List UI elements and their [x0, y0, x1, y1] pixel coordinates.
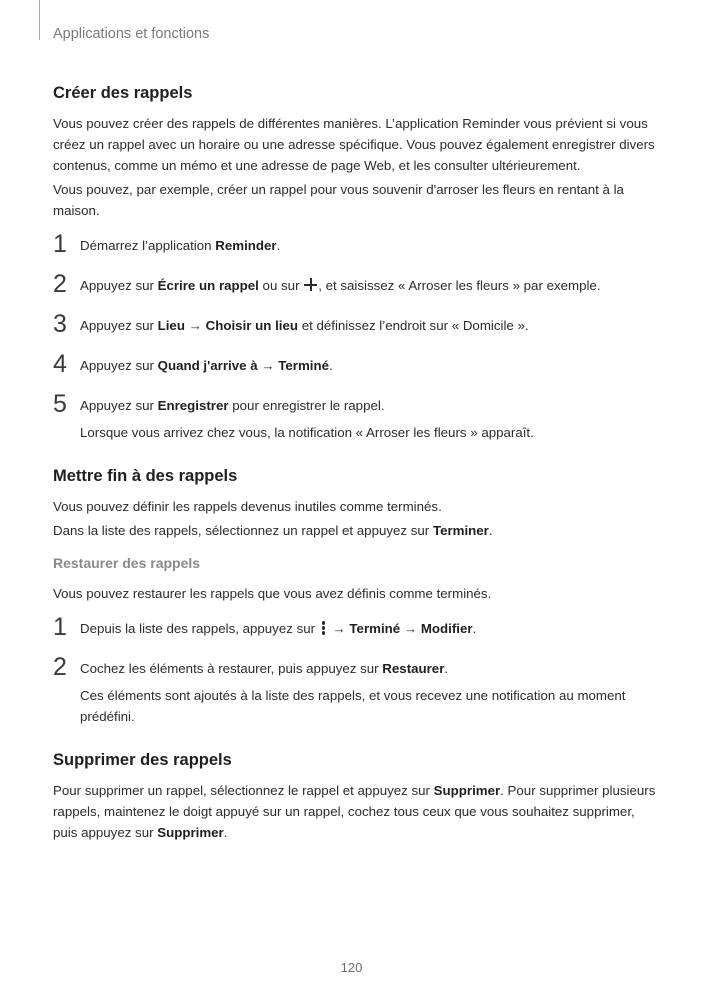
complete-paragraph-1: Vous pouvez définir les rappels devenus inutiles comme terminés.: [53, 499, 442, 514]
step-number: 2: [53, 653, 67, 681]
step-3: [53, 310, 658, 343]
plus-icon: [304, 278, 317, 291]
page-content: [53, 84, 658, 846]
step-number: 4: [53, 350, 67, 378]
section-title-create: Créer des rappels: [53, 84, 193, 102]
page-number: 120: [340, 960, 363, 975]
section-create-reminders: [53, 84, 658, 443]
subsection-title-restore: Restaurer des rappels: [53, 555, 201, 571]
section-delete-reminders: [53, 751, 658, 843]
step-number: 2: [53, 270, 67, 298]
step-text: Cochez les éléments à restaurer, puis appuyez sur Restaurer.: [80, 661, 449, 676]
delete-paragraph: Pour supprimer un rappel, sélectionnez le rappel et appuyez sur Supprimer. Pour supprimer plusieurs rappels, maintenez le doigt appuyé sur un rappel, cochez tous ceux que vous souhaitez supprimer, puis appuyez sur Supprimer.: [53, 783, 656, 840]
restore-step-2: [53, 653, 658, 727]
step-number: 1: [53, 230, 67, 258]
page-header: Applications et fonctions: [53, 26, 210, 42]
step-4: [53, 350, 658, 383]
step-text: Depuis la liste des rappels, appuyez sur → Terminé → Modifier.: [80, 621, 477, 636]
step-note: Ces éléments sont ajoutés à la liste des rappels, et vous recevez une notification au moment prédéfini.: [80, 688, 626, 724]
intro-paragraph-2: Vous pouvez, par exemple, créer un rappel pour vous souvenir d'arroser les fleurs en rentant à la maison.: [53, 182, 624, 218]
step-number: 1: [53, 613, 67, 641]
step-5: [53, 390, 658, 443]
restore-step-1: [53, 613, 658, 646]
intro-paragraph-1: Vous pouvez créer des rappels de différentes manières. L’application Reminder vous prévient si vous créez un rappel avec un horaire ou une adresse spécifique. Vous pouvez également enregistrer divers contenus, comme un mémo et une adresse de page Web, et les consulter ultérieurement.: [53, 116, 655, 173]
restore-paragraph: Vous pouvez restaurer les rappels que vous avez définis comme terminés.: [53, 586, 492, 601]
step-text: Appuyez sur Quand j'arrive à → Terminé.: [80, 358, 333, 373]
section-title-complete: Mettre fin à des rappels: [53, 467, 238, 485]
step-1: [53, 230, 658, 263]
step-number: 3: [53, 310, 67, 338]
step-text: Démarrez l’application Reminder.: [80, 238, 281, 253]
step-note: Lorsque vous arrivez chez vous, la notification « Arroser les fleurs » apparaît.: [80, 425, 534, 440]
step-text: Appuyez sur Lieu → Choisir un lieu et définissez l’endroit sur « Domicile ».: [80, 318, 529, 333]
step-2: [53, 270, 658, 303]
margin-line: [39, 0, 40, 40]
section-complete-reminders: [53, 467, 658, 727]
more-options-icon: [321, 621, 327, 635]
step-text: Appuyez sur Enregistrer pour enregistrer le rappel.: [80, 398, 385, 413]
subsection-restore: [53, 555, 658, 727]
complete-paragraph-2: Dans la liste des rappels, sélectionnez un rappel et appuyez sur Terminer.: [53, 523, 493, 538]
step-number: 5: [53, 390, 67, 418]
step-text: Appuyez sur Écrire un rappel ou sur , et saisissez « Arroser les fleurs » par exemple.: [80, 278, 601, 293]
section-title-delete: Supprimer des rappels: [53, 751, 232, 769]
